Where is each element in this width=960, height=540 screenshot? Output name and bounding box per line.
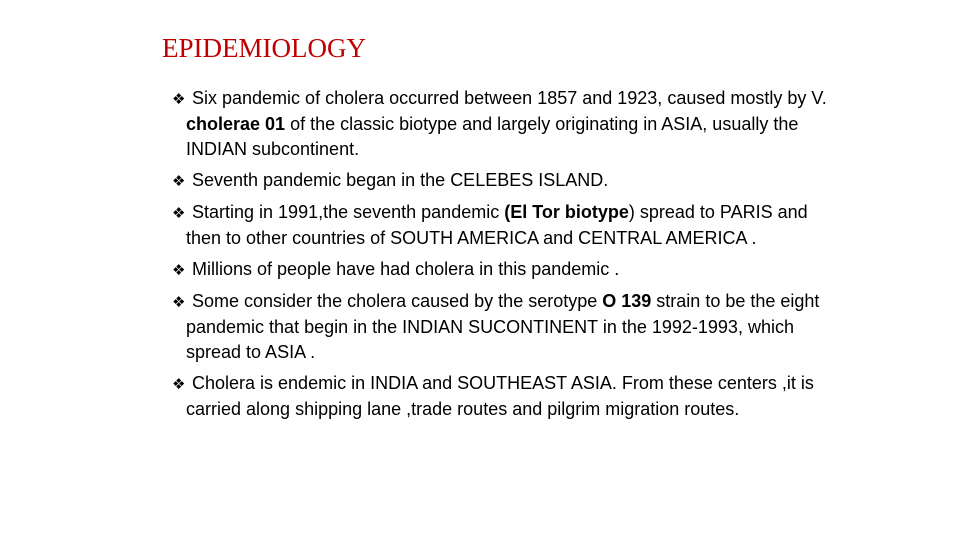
bullet-text: Starting in 1991,the seventh pandemic bbox=[192, 202, 505, 222]
bullet-item bbox=[172, 168, 832, 194]
bullet-text: strain to be the eight pandemic that begin in the INDIAN SUCONTINENT in the 1992-1993, which spread to ASIA . bbox=[186, 291, 820, 362]
bullet-text: Seventh pandemic began in the CELEBES ISLAND. bbox=[192, 170, 609, 190]
diamond-bullet-icon: ❖ bbox=[172, 90, 186, 108]
bullet-list bbox=[172, 86, 832, 428]
bullet-item bbox=[172, 86, 832, 162]
diamond-bullet-icon: ❖ bbox=[172, 204, 186, 222]
bullet-text: ) spread to PARIS and then to other countries of SOUTH AMERICA and CENTRAL AMERICA . bbox=[186, 202, 808, 248]
diamond-bullet-icon: ❖ bbox=[172, 172, 186, 190]
bullet-text: of the classic biotype and largely originating in ASIA, usually the INDIAN subcontinent. bbox=[186, 114, 799, 159]
bullet-item bbox=[172, 200, 832, 251]
slide-title: EPIDEMIOLOGY bbox=[162, 33, 366, 63]
bullet-item bbox=[172, 257, 832, 283]
diamond-bullet-icon: ❖ bbox=[172, 293, 186, 311]
bullet-text-bold: cholerae 01 bbox=[186, 114, 286, 134]
bullet-text-bold: O 139 bbox=[602, 291, 652, 311]
bullet-text: Cholera is endemic in INDIA and SOUTHEAST ASIA. From these centers ,it is carried along shipping lane ,trade routes and pilgrim migration routes. bbox=[186, 373, 814, 419]
diamond-bullet-icon: ❖ bbox=[172, 375, 186, 393]
bullet-item bbox=[172, 371, 832, 422]
diamond-bullet-icon: ❖ bbox=[172, 261, 186, 279]
bullet-text: Six pandemic of cholera occurred between 1857 and 1923, caused mostly by V. bbox=[192, 88, 827, 108]
bullet-text: Some consider the cholera caused by the serotype bbox=[192, 291, 603, 311]
bullet-text-bold: (El Tor biotype bbox=[504, 202, 629, 222]
bullet-item bbox=[172, 289, 832, 365]
bullet-text: Millions of people have had cholera in this pandemic . bbox=[192, 259, 620, 279]
